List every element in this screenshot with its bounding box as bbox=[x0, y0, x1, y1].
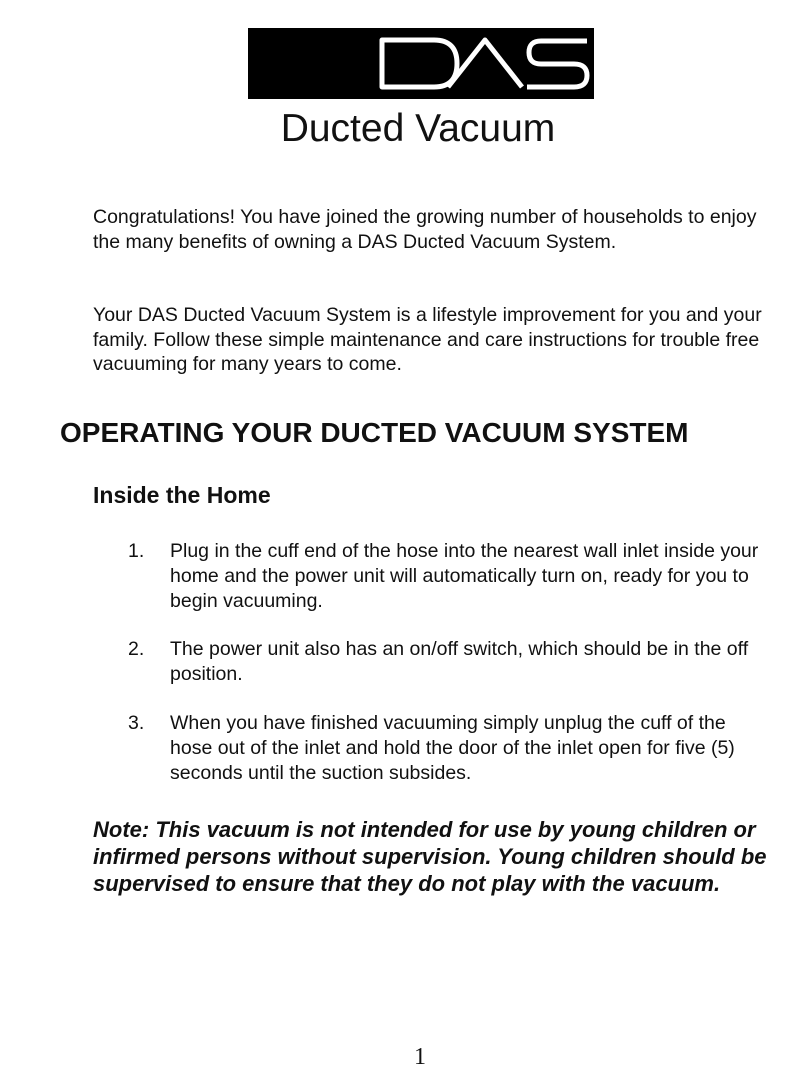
intro-paragraph-lifestyle: Your DAS Ducted Vacuum System is a lifestyle improvement for you and your family. Follow these simple maintenance and care instructions for trouble free vacuuming for many years to come. bbox=[93, 304, 762, 375]
list-item-number: 1. bbox=[128, 540, 145, 562]
list-item-text: Plug in the cuff end of the hose into the nearest wall inlet inside your home and the power unit will automatically turn on, ready for you to begin vacuuming. bbox=[170, 540, 759, 612]
list-item-number: 3. bbox=[128, 712, 145, 734]
das-logo bbox=[248, 28, 594, 99]
safety-note: Note: This vacuum is not intended for use by young children or infirmed persons without supervision. Young children should be supervised to ensure that they do not play with the vacuum. bbox=[93, 817, 767, 896]
logo-letter-s bbox=[527, 41, 587, 87]
product-name: Ducted Vacuum bbox=[280, 107, 556, 150]
section-heading: OPERATING YOUR DUCTED VACUUM SYSTEM bbox=[60, 417, 689, 448]
list-item-text: The power unit also has an on/off switch, which should be in the off position. bbox=[170, 638, 749, 685]
list-item-number: 2. bbox=[128, 638, 145, 660]
page-number: 1 bbox=[414, 1044, 426, 1070]
das-logo-mark bbox=[248, 28, 594, 99]
intro-paragraph-congratulations: Congratulations! You have joined the growing number of households to enjoy the many benefits of owning a DAS Ducted Vacuum System. bbox=[93, 206, 757, 253]
list-item-text: When you have finished vacuuming simply unplug the cuff of the hose out of the inlet and hold the door of the inlet open for five (5) seconds until the suction subsides. bbox=[170, 712, 735, 784]
logo-letter-d bbox=[382, 40, 457, 87]
sub-heading: Inside the Home bbox=[93, 482, 271, 508]
